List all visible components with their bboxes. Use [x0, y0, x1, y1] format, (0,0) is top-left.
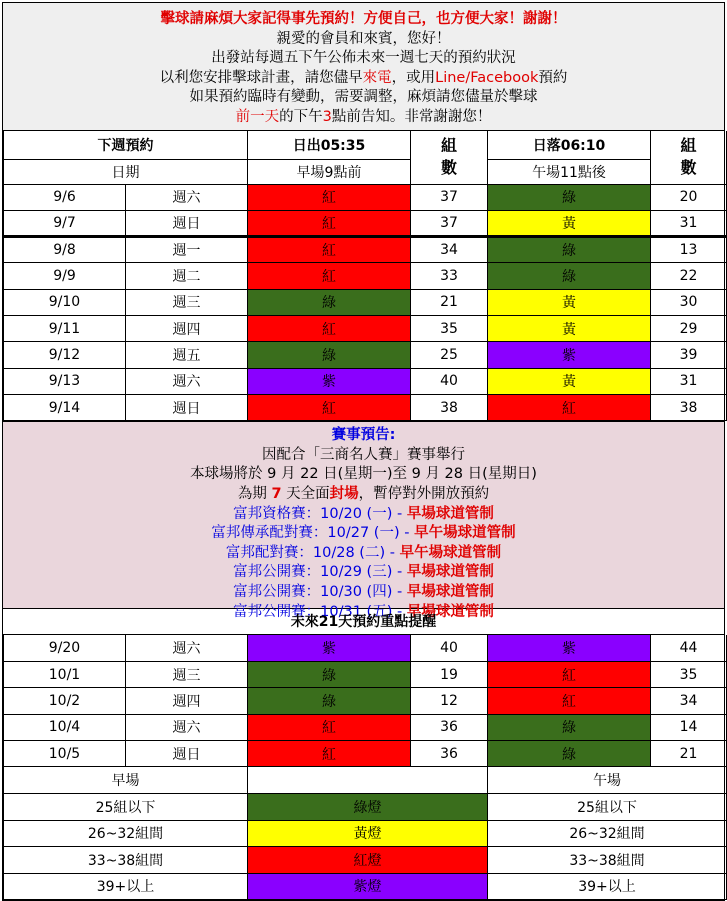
- notice-text: 預約: [538, 69, 568, 86]
- morning-count-cell: 34: [411, 237, 488, 263]
- date-cell: 10/5: [4, 740, 126, 766]
- legend-range-am: 26~32組間: [4, 820, 248, 847]
- afternoon-count-cell: 39: [651, 342, 727, 368]
- notice-line: 出發站每週五下午公佈未來一週七天的預約狀況: [211, 50, 516, 66]
- table-row: [4, 661, 727, 687]
- legend-row: [4, 794, 727, 821]
- day-before-highlight: 前一天: [235, 108, 280, 125]
- morning-header: 早場9點前: [248, 159, 411, 184]
- morning-count-cell: 21: [411, 289, 488, 315]
- afternoon-status-cell: 綠: [488, 184, 651, 210]
- date-cell: 10/2: [4, 688, 126, 714]
- event-item: [3, 583, 724, 603]
- afternoon-count-cell: 31: [651, 210, 727, 236]
- morning-count-cell: 12: [411, 688, 488, 714]
- table-row: [4, 184, 727, 210]
- groups-header-pm: 組數: [651, 131, 727, 184]
- table-row: [4, 263, 727, 289]
- date-cell: 10/1: [4, 661, 126, 687]
- date-cell: 9/8: [4, 237, 126, 263]
- tournament-notice: [3, 421, 724, 620]
- morning-status-cell: 紅: [248, 184, 411, 210]
- legend-range-am: 33~38組間: [4, 847, 248, 874]
- future-table: [3, 635, 727, 767]
- reservation-sheet: [2, 2, 725, 901]
- afternoon-status-cell: 黃: [488, 289, 651, 315]
- afternoon-count-cell: 38: [651, 394, 727, 420]
- event-item: [3, 505, 724, 525]
- legend-afternoon-header: 午場: [488, 767, 727, 794]
- legend-blank: [248, 767, 488, 794]
- sunrise-header: 日出05:35: [248, 131, 411, 159]
- legend-light: 綠燈: [248, 794, 488, 821]
- date-cell: 9/7: [4, 210, 126, 236]
- event-item: [3, 544, 724, 564]
- legend-range-am: 39+以上: [4, 873, 248, 900]
- afternoon-status-cell: 紅: [488, 394, 651, 420]
- event-list: [3, 505, 724, 623]
- morning-status-cell: 綠: [248, 661, 411, 687]
- morning-count-cell: 40: [411, 368, 488, 394]
- legend-row: [4, 820, 727, 847]
- event-restriction: 早場球道管制: [406, 603, 494, 620]
- afternoon-status-cell: 綠: [488, 237, 651, 263]
- table-row: [4, 688, 727, 714]
- notice-text: 點前告知。非常謝謝您！: [331, 108, 492, 125]
- tournament-line: 本球場將於 9 月 22 日(星期一)至 9 月 28 日(星期日): [190, 466, 537, 483]
- groups-header-am: 組數: [411, 131, 488, 184]
- morning-status-cell: 紅: [248, 394, 411, 420]
- days-highlight: 7: [271, 485, 282, 502]
- day-cell: 週四: [126, 688, 248, 714]
- notice-text: 的下午: [279, 108, 323, 125]
- table-row: [4, 289, 727, 315]
- future-title: 未來21天預約重點提醒: [3, 609, 724, 635]
- call-highlight: 來電: [362, 69, 392, 86]
- morning-count-cell: 37: [411, 210, 488, 236]
- morning-count-cell: 37: [411, 184, 488, 210]
- legend-light: 紅燈: [248, 847, 488, 874]
- event-restriction: 早午場球道管制: [414, 525, 516, 542]
- morning-status-cell: 紅: [248, 714, 411, 740]
- notice-greeting: 親愛的會員和來賓，您好！: [276, 30, 451, 47]
- day-cell: 週四: [126, 315, 248, 341]
- day-cell: 週六: [126, 714, 248, 740]
- afternoon-count-cell: 30: [651, 289, 727, 315]
- event-restriction: 早場球道管制: [406, 564, 494, 581]
- morning-count-cell: 19: [411, 661, 488, 687]
- notice-text: ，或用: [391, 69, 436, 86]
- date-cell: 9/20: [4, 635, 126, 661]
- legend-light: 黃燈: [248, 820, 488, 847]
- date-cell: 9/11: [4, 315, 126, 341]
- afternoon-status-cell: 紫: [488, 342, 651, 368]
- morning-count-cell: 36: [411, 740, 488, 766]
- date-cell: 9/9: [4, 263, 126, 289]
- weekly-table: [3, 131, 727, 421]
- notice-line: 如果預約臨時有變動，需要調整，麻煩請您儘量於擊球: [189, 89, 538, 105]
- afternoon-count-cell: 14: [651, 714, 727, 740]
- notice-headline: 擊球請麻煩大家記得事先預約！方便自己，也方便大家！謝謝！: [160, 11, 567, 27]
- afternoon-count-cell: 31: [651, 368, 727, 394]
- morning-status-cell: 紫: [248, 635, 411, 661]
- tournament-line: 因配合「三商名人賽」賽事舉行: [262, 446, 465, 463]
- afternoon-count-cell: 44: [651, 635, 727, 661]
- event-item: [3, 563, 724, 583]
- afternoon-count-cell: 21: [651, 740, 727, 766]
- day-cell: 週二: [126, 263, 248, 289]
- legend-range-am: 25組以下: [4, 794, 248, 821]
- afternoon-status-cell: 紫: [488, 635, 651, 661]
- morning-count-cell: 35: [411, 315, 488, 341]
- table-row: [4, 210, 727, 236]
- hour-highlight: 3: [322, 108, 332, 125]
- afternoon-status-cell: 黃: [488, 210, 651, 236]
- event-name: 富邦傳承配對賽：10/27 (一) -: [211, 525, 415, 542]
- morning-status-cell: 紅: [248, 315, 411, 341]
- day-cell: 週日: [126, 740, 248, 766]
- table-row: [4, 368, 727, 394]
- next-week-header: 下週預約: [4, 131, 248, 159]
- event-restriction: 早場球道管制: [406, 583, 494, 600]
- notice-text: 以利您安排擊球計畫，請您儘早: [159, 69, 363, 86]
- legend-range-pm: 25組以下: [488, 794, 727, 821]
- day-cell: 週六: [126, 635, 248, 661]
- tournament-line: [3, 485, 724, 505]
- date-cell: 10/4: [4, 714, 126, 740]
- table-row: [4, 714, 727, 740]
- day-cell: 週五: [126, 342, 248, 368]
- online-highlight: Line/Facebook: [435, 69, 539, 86]
- event-restriction: 早午場球道管制: [399, 544, 502, 561]
- afternoon-status-cell: 黃: [488, 315, 651, 341]
- legend-row: [4, 873, 727, 900]
- tournament-text: 天全面: [281, 485, 330, 502]
- morning-status-cell: 綠: [248, 688, 411, 714]
- morning-count-cell: 25: [411, 342, 488, 368]
- event-name: 富邦公開賽：10/29 (三) -: [233, 564, 407, 581]
- event-name: 富邦資格賽：10/20 (一) -: [233, 505, 407, 522]
- legend-table: [3, 767, 727, 900]
- morning-status-cell: 紅: [248, 237, 411, 263]
- morning-status-cell: 紫: [248, 368, 411, 394]
- closure-highlight: 封場: [329, 485, 359, 502]
- morning-count-cell: 40: [411, 635, 488, 661]
- afternoon-status-cell: 紅: [488, 688, 651, 714]
- morning-status-cell: 紅: [248, 263, 411, 289]
- table-row: [4, 740, 727, 766]
- date-cell: 9/13: [4, 368, 126, 394]
- day-cell: 週六: [126, 368, 248, 394]
- table-row: [4, 237, 727, 263]
- afternoon-header: 午場11點後: [488, 159, 651, 184]
- legend-range-pm: 33~38組間: [488, 847, 727, 874]
- afternoon-status-cell: 綠: [488, 714, 651, 740]
- notice-line: [3, 69, 724, 89]
- afternoon-count-cell: 22: [651, 263, 727, 289]
- table-row: [4, 315, 727, 341]
- day-cell: 週一: [126, 237, 248, 263]
- tournament-text: 為期: [237, 485, 272, 502]
- legend-range-pm: 26~32組間: [488, 820, 727, 847]
- day-cell: 週六: [126, 184, 248, 210]
- date-cell: 9/12: [4, 342, 126, 368]
- date-cell: 9/6: [4, 184, 126, 210]
- afternoon-count-cell: 29: [651, 315, 727, 341]
- afternoon-count-cell: 20: [651, 184, 727, 210]
- date-cell: 9/10: [4, 289, 126, 315]
- afternoon-status-cell: 綠: [488, 263, 651, 289]
- tournament-text: ，暫停對外開放預約: [358, 485, 490, 502]
- legend-morning-header: 早場: [4, 767, 248, 794]
- day-cell: 週三: [126, 289, 248, 315]
- date-cell: 9/14: [4, 394, 126, 420]
- morning-status-cell: 紅: [248, 210, 411, 236]
- day-cell: 週三: [126, 661, 248, 687]
- notice-panel: [3, 3, 724, 131]
- notice-line: [3, 108, 724, 128]
- event-name: 富邦配對賽：10/28 (二) -: [225, 544, 400, 561]
- morning-status-cell: 紅: [248, 740, 411, 766]
- date-header: 日期: [4, 159, 248, 184]
- morning-count-cell: 33: [411, 263, 488, 289]
- afternoon-count-cell: 34: [651, 688, 727, 714]
- day-cell: 週日: [126, 210, 248, 236]
- afternoon-status-cell: 綠: [488, 740, 651, 766]
- afternoon-count-cell: 13: [651, 237, 727, 263]
- legend-row: [4, 847, 727, 874]
- morning-count-cell: 36: [411, 714, 488, 740]
- legend-light: 紫燈: [248, 873, 488, 900]
- morning-status-cell: 綠: [248, 342, 411, 368]
- event-restriction: 早場球道管制: [406, 505, 494, 522]
- table-row: [4, 635, 727, 661]
- afternoon-status-cell: 紅: [488, 661, 651, 687]
- afternoon-count-cell: 35: [651, 661, 727, 687]
- tournament-title: 賽事預告:: [331, 427, 396, 444]
- sunset-header: 日落06:10: [488, 131, 651, 159]
- event-name: 富邦公開賽：10/31 (五) -: [233, 603, 407, 620]
- table-row: [4, 394, 727, 420]
- day-cell: 週日: [126, 394, 248, 420]
- table-row: [4, 342, 727, 368]
- morning-count-cell: 38: [411, 394, 488, 420]
- event-item: [3, 524, 724, 544]
- morning-status-cell: 綠: [248, 289, 411, 315]
- event-name: 富邦公開賽：10/30 (四) -: [233, 583, 407, 600]
- afternoon-status-cell: 黃: [488, 368, 651, 394]
- legend-range-pm: 39+以上: [488, 873, 727, 900]
